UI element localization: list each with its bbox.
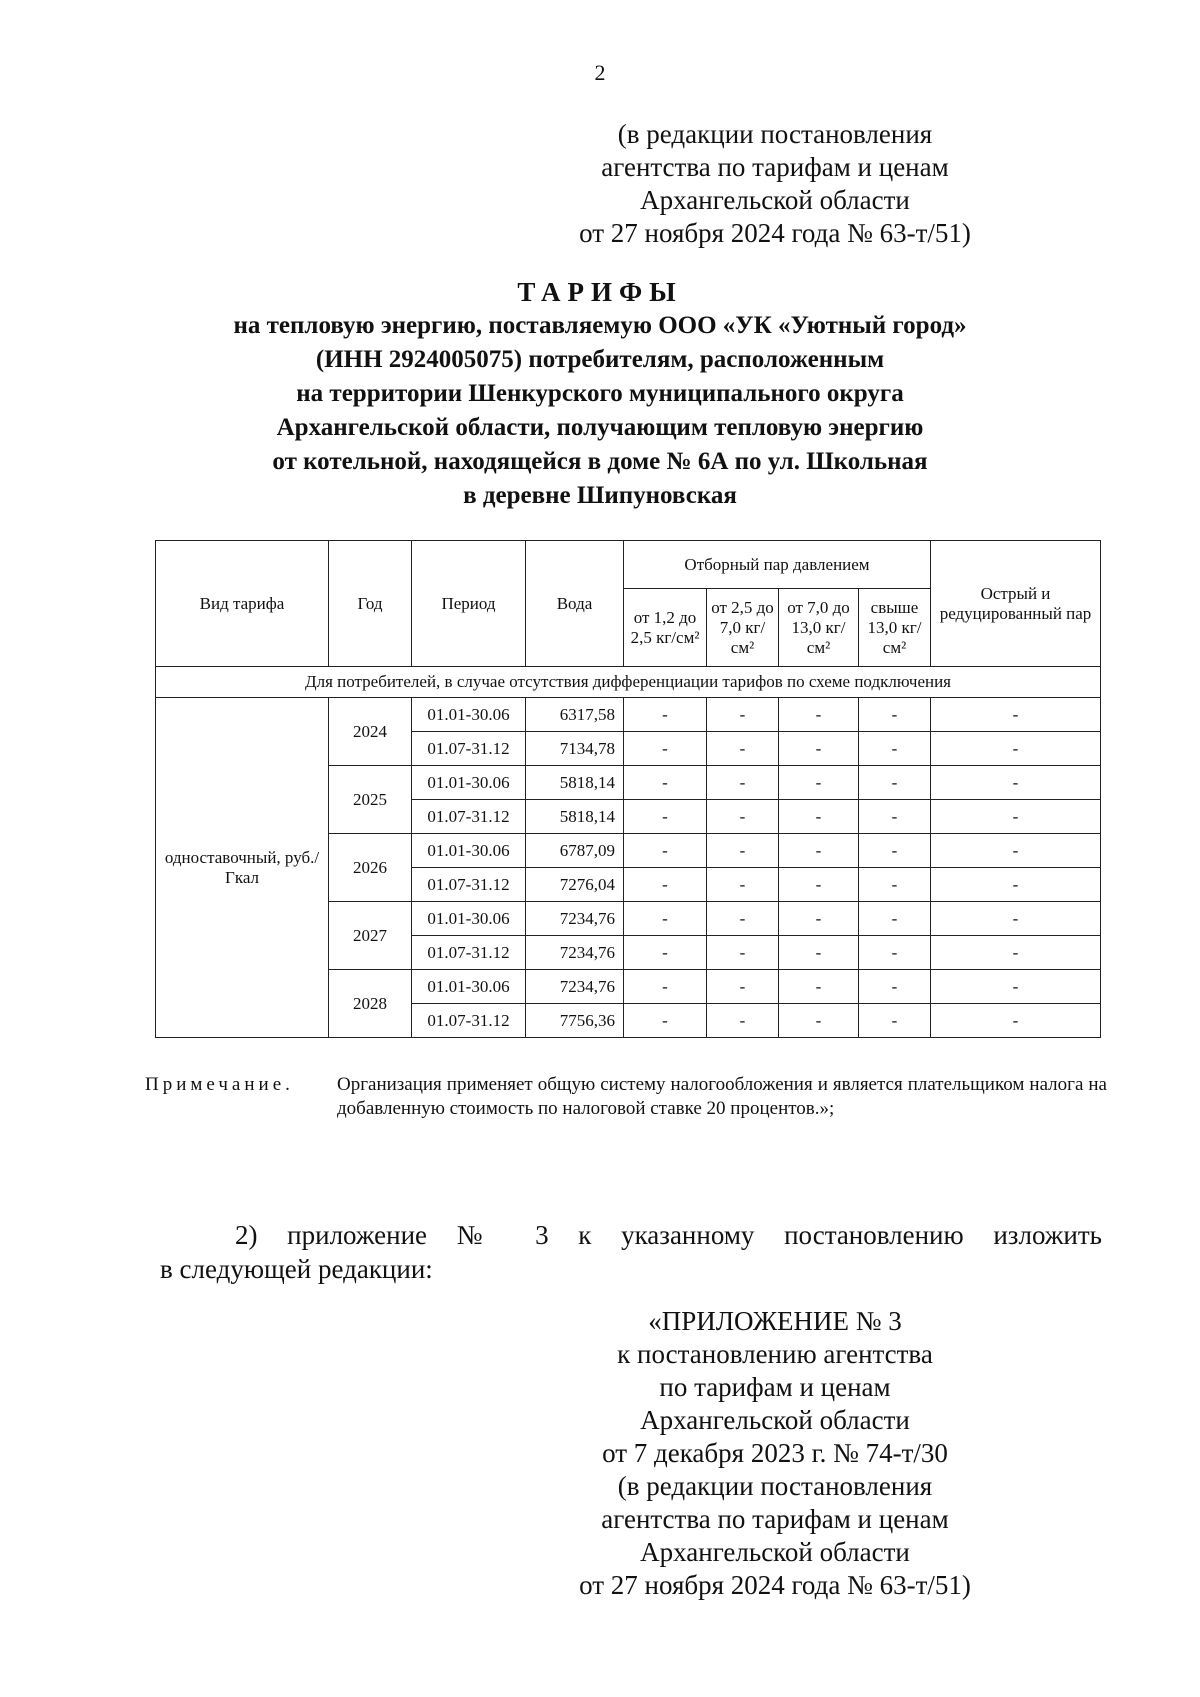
water-value-cell: 7234,76	[526, 936, 624, 970]
empty-value-cell: -	[707, 698, 779, 732]
edition-line: (в редакции постановления	[617, 119, 933, 149]
empty-value-cell: -	[859, 766, 931, 800]
empty-value-cell: -	[779, 1004, 859, 1038]
edition-line: от 27 ноября 2024 года № 63-т/51)	[579, 218, 971, 248]
point-2-line: в следующей редакции:	[160, 1254, 433, 1284]
appendix-line: «ПРИЛОЖЕНИЕ № 3	[648, 1306, 902, 1336]
empty-value-cell: -	[624, 902, 707, 936]
water-value-cell: 7756,36	[526, 1004, 624, 1038]
year-cell: 2024	[329, 698, 412, 766]
appendix-line: Архангельской области	[640, 1405, 910, 1435]
empty-value-cell: -	[859, 868, 931, 902]
note-text: Организация применяет общую систему налогообложения и является плательщиком налога на добавленную стоимость по налоговой ставке 20 процентов.»;	[337, 1074, 1107, 1119]
title-heading: ТАРИФЫ	[517, 277, 683, 307]
empty-value-cell: -	[707, 1004, 779, 1038]
empty-value-cell: -	[931, 1004, 1101, 1038]
note-label: Примечание.	[145, 1074, 294, 1095]
empty-value-cell: -	[859, 834, 931, 868]
water-value-cell: 5818,14	[526, 766, 624, 800]
empty-value-cell: -	[931, 766, 1101, 800]
empty-value-cell: -	[707, 766, 779, 800]
period-cell: 01.07-31.12	[412, 868, 526, 902]
period-cell: 01.07-31.12	[412, 732, 526, 766]
header-steam-3: от 7,0 до 13,0 кг/см²	[779, 589, 859, 667]
header-period: Период	[412, 541, 526, 667]
empty-value-cell: -	[779, 834, 859, 868]
tariff-type-cell: одноставочный, руб./Гкал	[156, 698, 329, 1038]
empty-value-cell: -	[707, 902, 779, 936]
empty-value-cell: -	[624, 1004, 707, 1038]
empty-value-cell: -	[931, 868, 1101, 902]
water-value-cell: 7276,04	[526, 868, 624, 902]
period-cell: 01.01-30.06	[412, 970, 526, 1004]
water-value-cell: 6787,09	[526, 834, 624, 868]
empty-value-cell: -	[707, 834, 779, 868]
empty-value-cell: -	[707, 800, 779, 834]
title-line: от котельной, находящейся в доме № 6А по ул. Школьная	[272, 448, 928, 475]
empty-value-cell: -	[931, 834, 1101, 868]
year-cell: 2028	[329, 970, 412, 1038]
period-cell: 01.07-31.12	[412, 1004, 526, 1038]
tariff-table	[155, 540, 1101, 1038]
header-steam-1: от 1,2 до 2,5 кг/см²	[624, 589, 707, 667]
document-title	[0, 275, 1200, 513]
table-row	[156, 698, 1101, 732]
title-line: в деревне Шипуновская	[463, 482, 737, 509]
empty-value-cell: -	[859, 698, 931, 732]
header-sharp-steam: Острый и редуцированный пар	[931, 541, 1101, 667]
title-line: Архангельской области, получающим тепловую энергию	[276, 414, 924, 441]
edition-line: агентства по тарифам и ценам	[601, 152, 949, 182]
empty-value-cell: -	[779, 732, 859, 766]
empty-value-cell: -	[707, 732, 779, 766]
period-cell: 01.01-30.06	[412, 902, 526, 936]
appendix-header	[515, 1305, 1035, 1602]
empty-value-cell: -	[624, 800, 707, 834]
empty-value-cell: -	[931, 936, 1101, 970]
empty-value-cell: -	[779, 902, 859, 936]
header-water: Вода	[526, 541, 624, 667]
header-steam-2: от 2,5 до 7,0 кг/см²	[707, 589, 779, 667]
empty-value-cell: -	[779, 936, 859, 970]
empty-value-cell: -	[931, 800, 1101, 834]
empty-value-cell: -	[779, 868, 859, 902]
empty-value-cell: -	[624, 868, 707, 902]
empty-value-cell: -	[707, 970, 779, 1004]
water-value-cell: 5818,14	[526, 800, 624, 834]
empty-value-cell: -	[859, 800, 931, 834]
empty-value-cell: -	[779, 698, 859, 732]
appendix-line: (в редакции постановления	[617, 1471, 933, 1501]
appendix-line: по тарифам и ценам	[659, 1372, 891, 1402]
page-number: 2	[594, 60, 606, 85]
period-cell: 01.07-31.12	[412, 800, 526, 834]
water-value-cell: 7234,76	[526, 902, 624, 936]
period-cell: 01.01-30.06	[412, 834, 526, 868]
empty-value-cell: -	[624, 936, 707, 970]
appendix-line: от 27 ноября 2024 года № 63-т/51)	[579, 1570, 971, 1600]
water-value-cell: 7134,78	[526, 732, 624, 766]
header-tariff-type: Вид тарифа	[156, 541, 329, 667]
edition-note-top	[515, 118, 1035, 250]
year-cell: 2025	[329, 766, 412, 834]
empty-value-cell: -	[931, 732, 1101, 766]
period-cell: 01.01-30.06	[412, 698, 526, 732]
year-cell: 2026	[329, 834, 412, 902]
empty-value-cell: -	[624, 970, 707, 1004]
water-value-cell: 7234,76	[526, 970, 624, 1004]
empty-value-cell: -	[859, 902, 931, 936]
year-cell: 2027	[329, 902, 412, 970]
empty-value-cell: -	[931, 698, 1101, 732]
period-cell: 01.07-31.12	[412, 936, 526, 970]
appendix-line: Архангельской области	[640, 1537, 910, 1567]
header-steam-group: Отборный пар давлением	[624, 541, 931, 589]
empty-value-cell: -	[707, 868, 779, 902]
period-cell: 01.01-30.06	[412, 766, 526, 800]
empty-value-cell: -	[624, 834, 707, 868]
empty-value-cell: -	[859, 936, 931, 970]
empty-value-cell: -	[779, 766, 859, 800]
empty-value-cell: -	[859, 1004, 931, 1038]
water-value-cell: 6317,58	[526, 698, 624, 732]
empty-value-cell: -	[779, 800, 859, 834]
empty-value-cell: -	[931, 902, 1101, 936]
point-2-line: 2) приложение № 3 к указанному постановлению изложить	[235, 1220, 1102, 1250]
title-line: (ИНН 2924005075) потребителям, расположенным	[315, 346, 885, 373]
appendix-line: к постановлению агентства	[617, 1339, 933, 1369]
empty-value-cell: -	[859, 732, 931, 766]
point-2	[160, 1218, 1102, 1286]
edition-line: Архангельской области	[640, 185, 910, 215]
appendix-line: от 7 декабря 2023 г. № 74-т/30	[602, 1438, 948, 1468]
empty-value-cell: -	[624, 766, 707, 800]
empty-value-cell: -	[931, 970, 1101, 1004]
header-steam-4: свыше 13,0 кг/см²	[859, 589, 931, 667]
empty-value-cell: -	[624, 698, 707, 732]
title-line: на тепловую энергию, поставляемую ООО «УК «Уютный город»	[233, 312, 967, 339]
empty-value-cell: -	[779, 970, 859, 1004]
empty-value-cell: -	[624, 732, 707, 766]
empty-value-cell: -	[859, 970, 931, 1004]
title-line: на территории Шенкурского муниципального округа	[296, 380, 904, 407]
appendix-line: агентства по тарифам и ценам	[601, 1504, 949, 1534]
section-label: Для потребителей, в случае отсутствия дифференциации тарифов по схеме подключения	[156, 667, 1101, 698]
header-year: Год	[329, 541, 412, 667]
empty-value-cell: -	[707, 936, 779, 970]
